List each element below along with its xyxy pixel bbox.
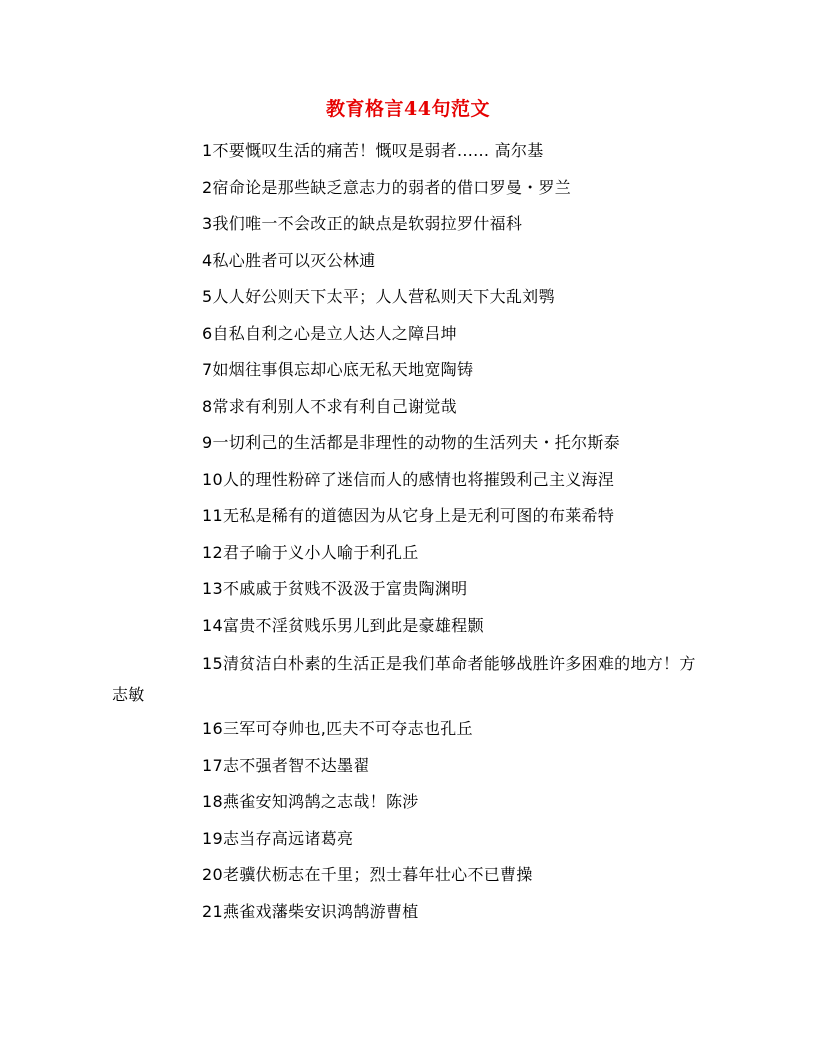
quote-item: 16三军可夺帅也,匹夫不可夺志也孔丘 bbox=[202, 719, 473, 738]
quote-list bbox=[112, 133, 702, 930]
quote-item: 7如烟往事俱忘却心底无私天地宽陶铸 bbox=[202, 360, 474, 379]
quote-item: 18燕雀安知鸿鹄之志哉！陈涉 bbox=[202, 792, 419, 811]
quote-item: 21燕雀戏藩柴安识鸿鹄游曹植 bbox=[202, 901, 419, 921]
quote-item: 12君子喻于义小人喻于利孔丘 bbox=[202, 542, 419, 562]
quote-item: 10人的理性粉碎了迷信而人的感情也将摧毁利己主义海涅 bbox=[202, 469, 615, 489]
quote-item: 2宿命论是那些缺乏意志力的弱者的借口罗曼・罗兰 bbox=[202, 177, 572, 197]
quote-item: 6自私自利之心是立人达人之障吕坤 bbox=[202, 323, 457, 343]
quote-item: 4私心胜者可以灭公林逋 bbox=[202, 250, 376, 270]
quote-item: 17志不强者智不达墨翟 bbox=[202, 755, 370, 775]
quote-item: 9一切利己的生活都是非理性的动物的生活列夫・托尔斯泰 bbox=[202, 433, 620, 452]
quote-item: 14富贵不淫贫贱乐男儿到此是豪雄程颢 bbox=[202, 615, 484, 635]
document-title: 教育格言44句范文 bbox=[326, 98, 490, 120]
quote-item: 8常求有利别人不求有利自己谢觉哉 bbox=[202, 396, 457, 416]
quote-item: 15清贫洁白朴素的生活正是我们革命者能够战胜许多困难的地方！方志敏 bbox=[112, 654, 696, 704]
quote-item: 3我们唯一不会改正的缺点是软弱拉罗什福科 bbox=[202, 214, 523, 233]
quote-item: 19志当存高远诸葛亮 bbox=[202, 828, 354, 848]
quote-item: 5人人好公则天下太平；人人营私则天下大乱刘鹗 bbox=[202, 287, 555, 306]
quote-item: 11无私是稀有的道德因为从它身上是无利可图的布莱希特 bbox=[202, 506, 615, 525]
quote-item: 13不戚戚于贫贱不汲汲于富贵陶渊明 bbox=[202, 579, 468, 598]
quote-item: 20老骥伏枥志在千里；烈士暮年壮心不已曹操 bbox=[202, 865, 533, 884]
quote-item: 1不要慨叹生活的痛苦！慨叹是弱者...... 高尔基 bbox=[202, 141, 544, 160]
